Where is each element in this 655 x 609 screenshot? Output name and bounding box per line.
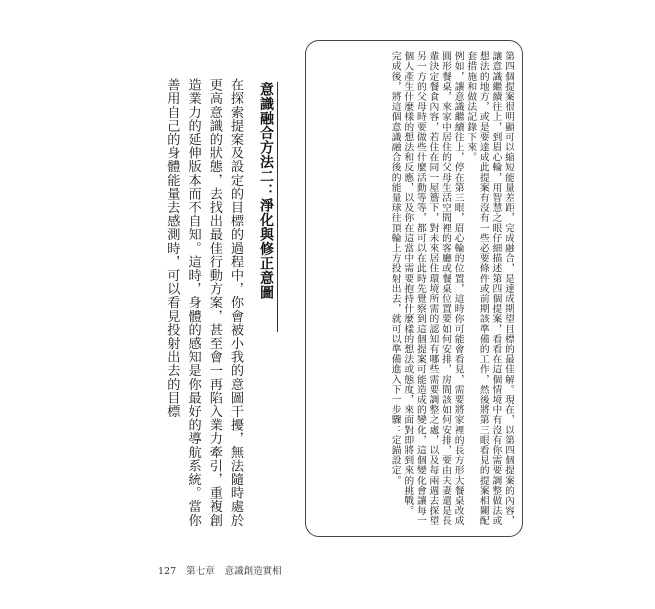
chapter-title: 意識創造實相	[224, 566, 282, 577]
exercise-box	[305, 40, 523, 537]
box-paragraph-3: 完成後，將這個意識融合後的能量球往頂輪上方投射出去，就可以準備進入下一步驟：定錨設定。	[389, 51, 401, 486]
body-text	[158, 78, 246, 538]
page-number: 127	[158, 566, 177, 577]
body-paragraph: 在探索提案及設定的目標的過程中，你會被小我的意圖干擾，無法隨時處於更高意識的狀態，去找出最佳行動方案，甚至會一再陷入業力牽引，重複創造業力的延伸版本而不自知。這時，身體的感知是你最好的導航系統。當你善用自己的身體能量去感測時，可以看見投射出去的目標	[164, 78, 243, 527]
page-footer	[158, 563, 292, 577]
section-heading: 意識融合方法二：淨化與修正意圖	[254, 82, 278, 332]
box-paragraph-2: 例如，讓意識繼續往上，停在第三眼，眉心輪的位置，這時你可能會看見，需要將家裡的長方形大餐桌改成圓形餐桌，來家中居住的父母生活空間裡的客廳或餐桌位置要如何安排，房間該如何安排，要由夫妻還是長輩決定餐食內容，若住在同一屋簷下，對未來居住環境所需的認知有哪些需要調整之處，以及每兩週去探望另一方的父母時要做些什麼活動等等，都可以在此時先覺察到這個提案可能造成的變化，這個變化會讓每一個人產生什麼樣的想法和反應，以及你在這當中需要抱持什麼樣的想法或態度，來面對即將到來的挑戰。	[402, 51, 464, 526]
chapter-label: 第七章	[186, 566, 215, 577]
box-paragraph-1: 第四個提案很明顯可以縮短能量差距，完成融合，是達成期望目標的最佳解。現在，以第四個提案的內容，讓意識繼續往上，到眉心輪，用智慧之眼仔細描述第四個提案，看看在這個情境中有沒有你需要調整做法或想法的地方，或是要達成此提案有沒有一些必要條件或前期該準備的工作，然後將第三眼看見的提案相關配套措施和做法記錄下來。	[465, 51, 514, 526]
exercise-box-text	[314, 51, 514, 528]
